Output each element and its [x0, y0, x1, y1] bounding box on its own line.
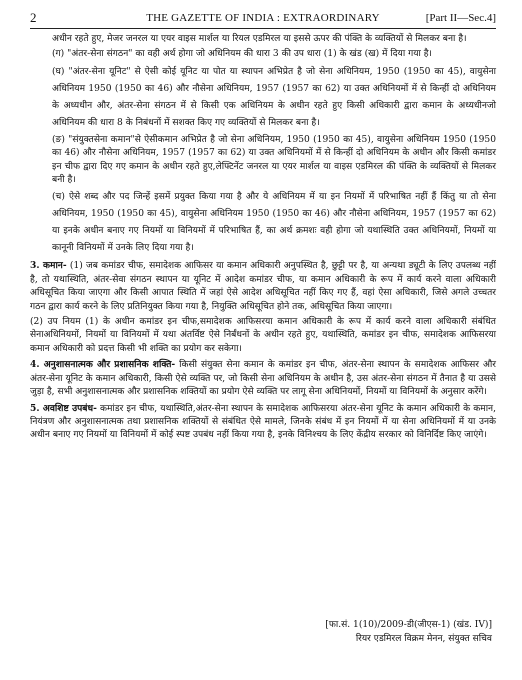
rule-5-residual — [30, 402, 496, 443]
clause-ga: (ग) "अंतर-सेना संगठन" का वही अर्थ होगा जो अधिनियम की धारा 3 की उप धारा (1) के खंड (ख) में दिया गया है। — [52, 49, 432, 60]
signature-block — [325, 618, 492, 646]
rule-5-heading: 5. अवशिष्ट उपबंध- — [30, 402, 97, 414]
signatory: रियर एडमिरल विक्रम मेनन, संयुक्त सचिव — [355, 634, 492, 644]
rule-3-heading: 3. कमान- — [30, 260, 67, 272]
paragraph-continuation: अधीन रहते हुए, मेजर जनरल या एयर वाइस मार्शल या रियल एडमिरल या इससे ऊपर की पंक्ति के व्यक्तियों से मिलकर बना है। — [52, 34, 467, 44]
file-number: [फा.सं. 1(10)/2009-डी(जीएस-1) (खंड. IV)] — [325, 620, 492, 630]
clause-gha: (घ) "अंतर-सेना यूनिट" से ऐसी कोई यूनिट या पोत या स्थापन अभिप्रेत है जो सेना अधिनियम, 1950 (1950 का 45), वायुसेना अधिनियम 1950 (1950 का 46) और नौसेना अधिनियम, 1957 (1957 का 62) या उक्त अधिनियमों में से किन्हीं दो अधिनियम के अध्यधीन और, अंतर-सेना संगठन में से किसी एक अधिनियम के अधीन रहते हुए किसी अधिकारी द्वारा कमान के अध्यधीनजो अधिनियम की धारा 8 के निबंधनों में सशक्त किए गए व्यक्तियों से मिलकर बना है। — [52, 66, 496, 128]
rule-4-disciplinary — [30, 358, 496, 399]
rule-3-command — [30, 259, 496, 314]
clause-cha: (च) ऐसे शब्द और पद जिन्हें इसमें प्रयुक्त किया गया है और ये अधिनियम में या इन नियमों में परिभाषित नहीं हैं किंतु या तो सेना अधिनियम, 1950 (1950 का 45), वायुसेना अधिनियम 1950 (1950 का 46) और नौसेना अधिनियम, 1957 (1957 का 62) या इनके अधीन बनाए गए नियमों या विनियमों में परिभाषित हैं, का अर्थ क्रमशः वही होगा जो यथास्थिति उक्त अधिनियमों, नियमों या कानूनी विनियमों में उनके लिए दिया गया है। — [52, 192, 496, 254]
clause-nga: (ङ) "संयुक्तसेना कमान"से ऐसीकमान अभिप्रेत है जो सेना अधिनियम, 1950 (1950 का 45), वायुसेना अधिनियम 1950 (1950 का 46) और नौसेना अधिनियम, 1957 (1957 का 62) या उक्त अधिनियमों में से किन्हीं दो अधिनियम के अधीन और किसी कमांडर इन चीफ द्वारा दिए गए कमान के अधीन रहते हुए,लेफ्टिनेंट जनरल या एयर मार्शल या वाइस एडमिरल की पंक्ति के व्यक्तियों से मिलकर बनी है। — [52, 134, 496, 186]
header-rule — [30, 28, 496, 29]
gazette-title: THE GAZETTE OF INDIA : EXTRAORDINARY — [146, 12, 380, 24]
rule-3-text: (1) जब कमांडर चीफ, समादेशक आफिसर या कमान अधिकारी अनुपस्थित है, छुट्टी पर है, या अन्यथा ड्यूटी के लिए उपलब्ध नहीं है, तो यथास्थिति, अंतर-सेवा संगठन स्थापन या यूनिट में आदेश कमांडर चीफ, या कमान अधिकारी के रूप में कार्य करने वाला अधिकारी अधिसूचित किया जाएगा और किसी आपात स्थिति में जहां ऐसे आदेश अधिसूचित नहीं किए गए हैं, वहां ऐसा अधिकारी, जिसे अगले उच्चतर गठन द्वारा कार्य करने के लिए प्रतिनियुक्त किया गया है, नियुक्ति अधिसूचित होने तक, अधिसूचित किया जाएगा। — [30, 261, 496, 312]
part-section: [Part II—Sec.4] — [425, 12, 496, 24]
rule-4-heading: 4. अनुशासनात्मक और प्रशासनिक शक्ति- — [30, 359, 176, 371]
document-body — [30, 33, 496, 443]
page-header — [30, 10, 496, 28]
page-number: 2 — [30, 10, 37, 25]
rule-4-text: किसी संयुक्त सेना कमान के कमांडर इन चीफ, अंतर-सेना स्थापन के समादेशक आफिसर और अंतर-सेना यूनिट के कमान अधिकारी, किसी ऐसे व्यक्ति पर, जो किसी सेना अधिनियम के अधीन है, उस अंतर-सेना संगठन में तैनात है या उससे जुड़ा है, सभी अनुशासनात्मक और प्रशासनिक शक्तियों का प्रयोग ऐसे व्यक्ति पर लागू सेना अधिनियमों, नियमों या विनियमों के अनुसार करेंगे। — [30, 360, 496, 398]
rule-5-text: कमांडर इन चीफ, यथास्थिति,अंतर-सेना स्थापन के समादेशक आफिसरया अंतर-सेना यूनिट के कमान अधिकारी के कमान, नियंत्रण और अनुशासनात्मक तथा प्रशासनिक शक्तियों से संबंधित ऐसे मामले, जिनके संबंध में इन नियमों में या सेना अधिनियमों में या उनके अधीन बनाए गए नियमों या विनियमों में कोई स्पष्ट उपबंध नहीं किया गया है, इनके विनिश्चय के लिए केंद्रीय सरकार को विनिर्दिष्ट किए जाएंगे। — [30, 403, 496, 441]
rule-3-subrule-2: (2) उप नियम (1) के अधीन कमांडर इन चीफ,समादेशक आफिसरया कमान अधिकारी के रूप में कार्य करने वाला अधिकारी संबंधित सेनाअधिनियमों, नियमों या विनियमों में यथा अंतर्विष्ट ऐसे निर्बंधनों के अधीन रहते हुए, यथास्थिति, कमांडर इन चीफ, समादेशक आफिसरया कमान अधिकारी को प्रदत्त किसी भी शक्ति का प्रयोग कर सकेगा। — [30, 317, 496, 354]
